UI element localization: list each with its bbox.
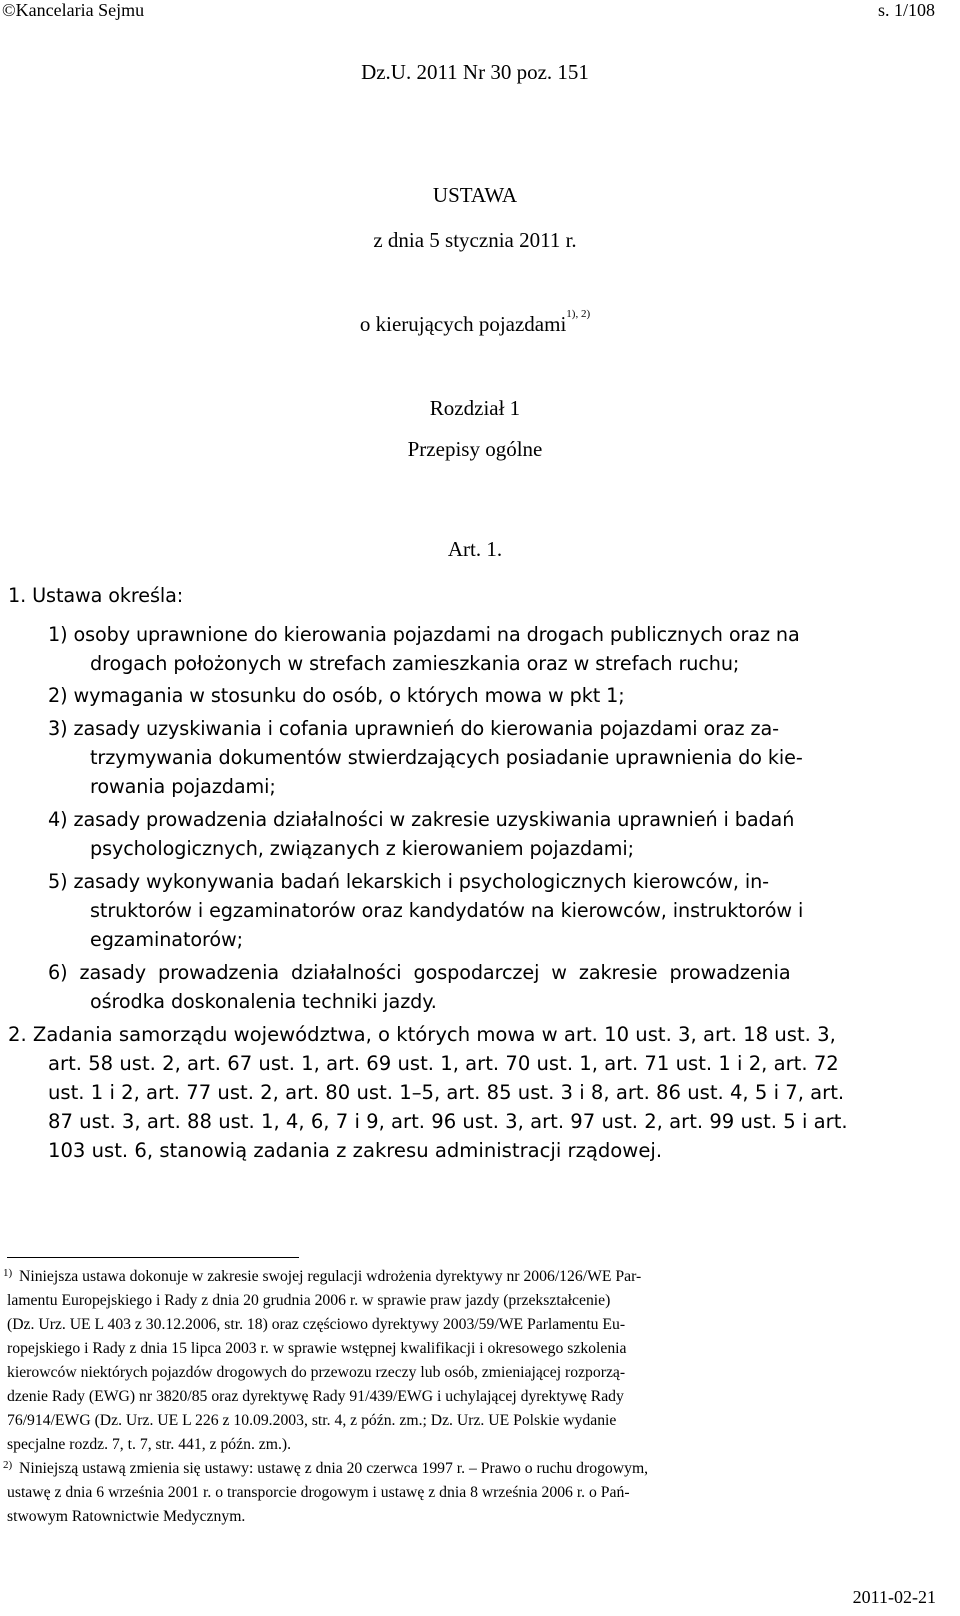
chapter-title: Przepisy ogólne: [407, 437, 543, 461]
footer-date: 2011-02-21: [852, 1587, 936, 1607]
list-item-2-line-1: 2) wymagania w stosunku do osób, o których mowa w pkt 1;: [48, 684, 625, 707]
chapter-number: Rozdział 1: [429, 396, 521, 420]
list-item-3-line-1: 3) zasady uzyskiwania i cofania uprawnień do kierowania pojazdami oraz za-: [48, 717, 779, 740]
footnote-1-line-8: specjalne rozdz. 7, t. 7, str. 441, z późn. zm.).: [7, 1436, 292, 1453]
act-type: USTAWA: [432, 183, 518, 207]
footnote-1-line-3: (Dz. Urz. UE L 403 z 30.12.2006, str. 18) oraz częściowo dyrektywy 2003/59/WE Parlamentu Eu-: [7, 1316, 626, 1333]
list-item-5-line-2: struktorów i egzaminatorów oraz kandydatów na kierowców, instruktorów i: [90, 899, 804, 922]
footnote-1-line-4: ropejskiego i Rady z dnia 15 lipca 2003 r. w sprawie wstępnej kwalifikacji i okresowego szkolenia: [7, 1340, 627, 1357]
footnote-1-line-6: dzenie Rady (EWG) nr 3820/85 oraz dyrektywę Rady 91/439/EWG i uchylającej dyrektywę Rady: [7, 1388, 624, 1405]
footnote-2-marker: 2): [3, 1459, 13, 1471]
footnote-2-line-1: Niniejszą ustawą zmienia się ustawy: ustawę z dnia 20 czerwca 1997 r. – Prawo o ruchu drogowym,: [19, 1460, 649, 1477]
list-item-3-line-3: rowania pojazdami;: [90, 775, 276, 798]
footnote-1-line-7: 76/914/EWG (Dz. Urz. UE L 226 z 10.09.2003, str. 4, z późn. zm.; Dz. Urz. UE Polskie wydanie: [7, 1412, 617, 1429]
footnote-1-line-2: lamentu Europejskiego i Rady z dnia 20 grudnia 2006 r. w sprawie praw jazdy (przekształcenie): [7, 1292, 611, 1309]
header-publisher: ©Kancelaria Sejmu: [2, 0, 145, 20]
footnote-1-marker: 1): [3, 1267, 13, 1279]
footnote-2-line-2: ustawę z dnia 6 września 2001 r. o transporcie drogowym i ustawę z dnia 8 września 2006 r. o Pań-: [7, 1484, 630, 1501]
act-subject-text: o kierujących pojazdami: [359, 312, 567, 336]
act-date: z dnia 5 stycznia 2011 r.: [373, 228, 577, 252]
paragraph-2-line-3: ust. 1 i 2, art. 77 ust. 2, art. 80 ust. 1–5, art. 85 ust. 3 i 8, art. 86 ust. 4, 5 i 7, art.: [48, 1081, 845, 1104]
header-page-number: s. 1/108: [877, 0, 935, 20]
list-item-6-line-2: ośrodka doskonalenia techniki jazdy.: [90, 990, 437, 1013]
footnote-separator: [7, 1257, 299, 1258]
list-item-1-line-1: 1) osoby uprawnione do kierowania pojazdami na drogach publicznych oraz na: [48, 623, 800, 646]
list-item-3-line-2: trzymywania dokumentów stwierdzających posiadanie uprawnienia do kie-: [90, 746, 803, 769]
paragraph-2-line-5: 103 ust. 6, stanowią zadania z zakresu administracji rządowej.: [48, 1139, 663, 1162]
journal-reference: Dz.U. 2011 Nr 30 poz. 151: [361, 60, 589, 84]
list-item-4-line-1: 4) zasady prowadzenia działalności w zakresie uzyskiwania uprawnień i badań: [48, 808, 795, 831]
paragraph-2-line-1: 2. Zadania samorządu województwa, o których mowa w art. 10 ust. 3, art. 18 ust. 3,: [8, 1023, 836, 1046]
paragraph-2-line-2: art. 58 ust. 2, art. 67 ust. 1, art. 69 ust. 1, art. 70 ust. 1, art. 71 ust. 1 i 2, art. 72: [48, 1052, 839, 1075]
footnote-2-line-3: stwowym Ratownictwie Medycznym.: [7, 1508, 246, 1525]
list-item-1-line-2: drogach położonych w strefach zamieszkania oraz w strefach ruchu;: [90, 652, 740, 675]
act-subject: [0, 308, 960, 337]
act-subject-footnote-refs: 1), 2): [566, 308, 591, 320]
footnote-1-line-5: kierowców niektórych pojazdów drogowych do przewozu rzeczy lub osób, zmieniającej rozporzą-: [7, 1364, 626, 1381]
list-item-5-line-3: egzaminatorów;: [90, 928, 243, 951]
list-item-6-line-1: 6) zasady prowadzenia działalności gospodarczej w zakresie prowadzenia: [48, 961, 791, 984]
paragraph-1-intro: 1. Ustawa określa:: [8, 584, 184, 607]
list-item-5-line-1: 5) zasady wykonywania badań lekarskich i psychologicznych kierowców, in-: [48, 870, 769, 893]
article-label: Art. 1.: [447, 537, 503, 561]
paragraph-2-line-4: 87 ust. 3, art. 88 ust. 1, 4, 6, 7 i 9, art. 96 ust. 3, art. 97 ust. 2, art. 99 ust. 5 i art.: [48, 1110, 848, 1133]
footnote-1-line-1: Niniejsza ustawa dokonuje w zakresie swojej regulacji wdrożenia dyrektywy nr 2006/126/WE Par-: [19, 1268, 642, 1285]
list-item-4-line-2: psychologicznych, związanych z kierowaniem pojazdami;: [90, 837, 634, 860]
